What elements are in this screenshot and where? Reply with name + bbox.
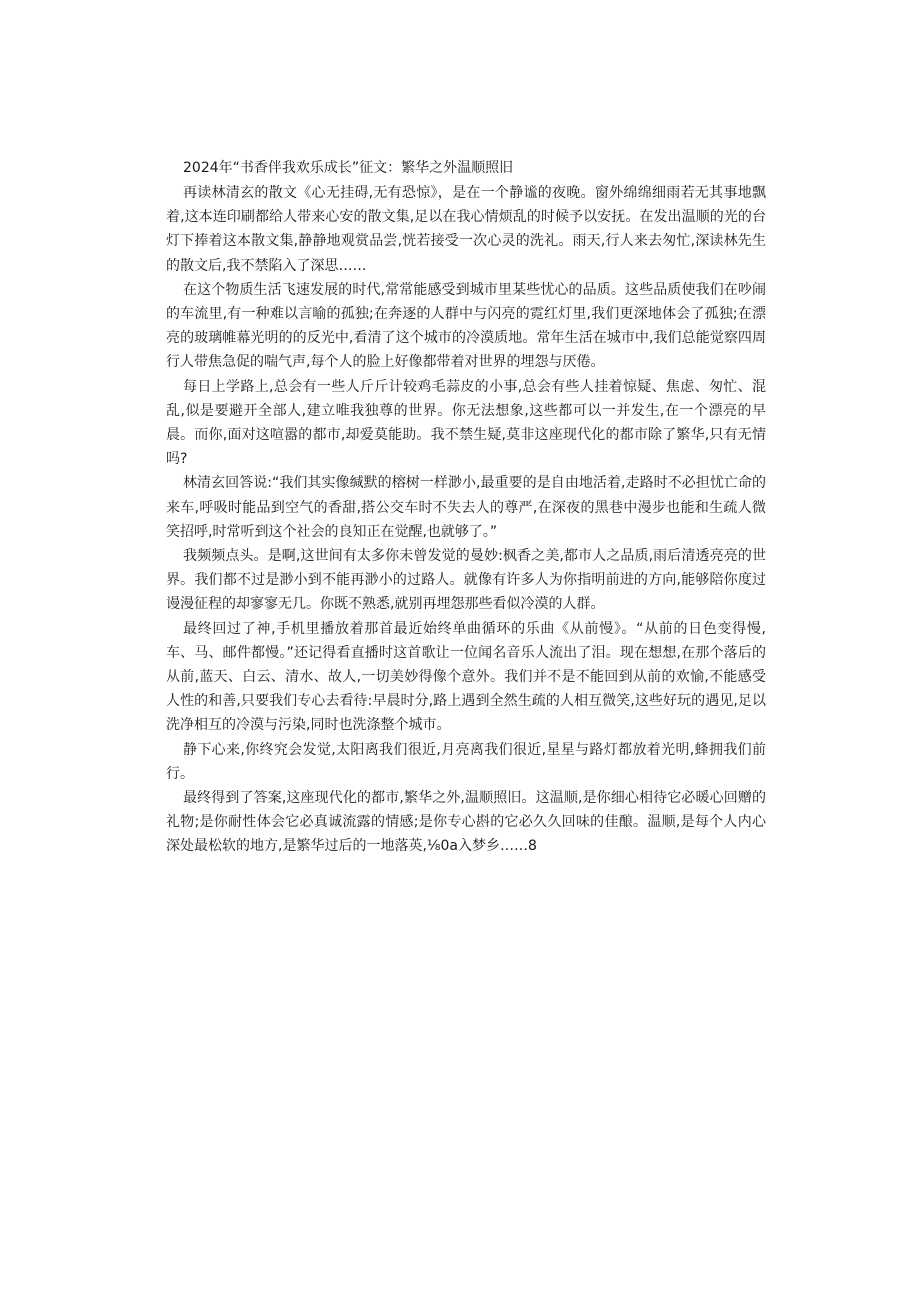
essay-paragraph-7: 静下心来,你终究会发觉,太阳离我们很近,月亮离我们很近,星星与路灯都放着光明,蜂拥我们前行。: [166, 741, 766, 782]
essay-paragraph-2: 在这个物质生活飞速发展的时代,常常能感受到城市里某些忧心的品质。这些品质使我们在吵闹的车流里,有一种难以言喻的孤独;在奔逐的人群中与闪亮的霓红灯里,我们更深地体会了孤独;在漂亮的玻璃帷幕光明的的反光中,看清了这个城市的冷漠质地。常年生活在城市中,我们总能觉察四周行人带焦急促的喘气声,每个人的脸上好像都带着对世界的埋怨与厌倦。: [166, 281, 766, 371]
essay-paragraph-1: 再读林清玄的散文《心无挂碍,无有恐惊》，是在一个静谧的夜晚。窗外绵绵细雨若无其事地飘着,这本连印刷都给人带来心安的散文集,足以在我心情烦乱的时候予以安抚。在发出温顺的光的台灯下捧着这本散文集,静静地观赏品尝,恍若接受一次心灵的洗礼。雨天,行人来去匆忙,深读林先生的散文后,我不禁陷入了深思……: [166, 185, 766, 274]
essay-paragraph-4: 林清玄回答说:“我们其实像缄默的榕树一样渺小,最重要的是自由地活着,走路时不必担忧亡命的来车,呼吸时能品到空气的香甜,搭公交车时不失去人的尊严,在深夜的黑巷中漫步也能和生疏人微笑招呼,时常听到这个社会的良知正在觉醒,也就够了。”: [166, 475, 766, 540]
essay-title: 2024年“书香伴我欢乐成长”征文：繁华之外温顺照旧: [183, 160, 514, 176]
essay-article: [166, 156, 766, 859]
essay-paragraph-8: 最终得到了答案,这座现代化的都市,繁华之外,温顺照旧。这温顺,是你细心相待它必暖心回赠的礼物;是你耐性体会它必真诚流露的情感;是你专心斟的它必久久回味的佳酿。温顺,是每个人内心深处最松软的地方,是繁华过后的一地落英,⅛0a入梦乡……8: [166, 790, 766, 855]
essay-paragraph-3: 每日上学路上,总会有一些人斤斤计较鸡毛蒜皮的小事,总会有些人挂着惊疑、焦虑、匆忙、混乱,似是要避开全部人,建立唯我独尊的世界。你无法想象,这些都可以一并发生,在一个漂亮的早晨。而你,面对这喧嚣的都市,却爱莫能助。我不禁生疑,莫非这座现代化的都市除了繁华,只有无情吗?: [166, 378, 766, 468]
essay-paragraph-6: 最终回过了神,手机里播放着那首最近始终单曲循环的乐曲《从前慢》。“从前的日色变得慢,车、马、邮件都慢。”还记得看直播时这首歌让一位闻名音乐人流出了泪。现在想想,在那个落后的从前,蓝天、白云、清水、故人,一切美妙得像个意外。我们并不是不能回到从前的欢愉,不能感受人性的和善,只要我们专心去看待:早晨时分,路上遇到全然生疏的人相互微笑,这些好玩的遇见,足以洗净相互的冷漠与污染,同时也洗涤整个城市。: [166, 620, 766, 734]
essay-paragraph-5: 我频频点头。是啊,这世间有太多你未曾发觉的曼妙:枫香之美,都市人之品质,雨后清透亮亮的世界。我们都不过是渺小到不能再渺小的过路人。就像有许多人为你指明前进的方向,能够陪你度过谩漫征程的却寥寥无几。你既不熟悉,就别再埋怨那些看似冷漠的人群。: [166, 548, 766, 613]
